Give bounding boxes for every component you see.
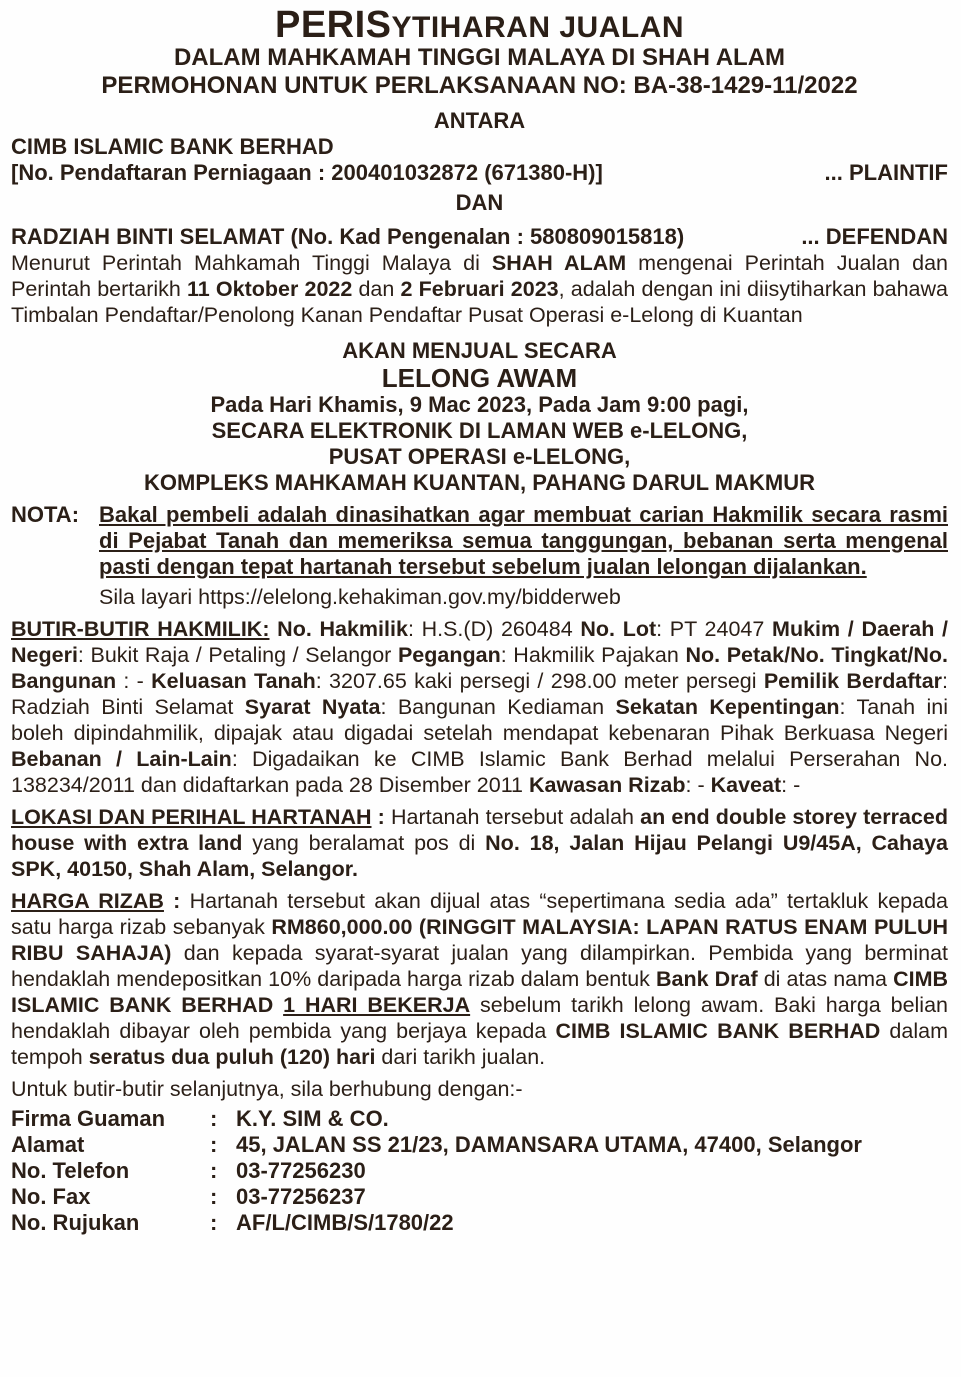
contact-intro: Untuk butir-butir selanjutnya, sila berhubung dengan:- xyxy=(11,1077,523,1101)
title-large-part: PERIS xyxy=(274,4,392,46)
contact-row xyxy=(11,1210,862,1236)
intro-paragraph: Menurut Perintah Mahkamah Tinggi Malaya di SHAH ALAM mengenai Perintah Jualan dan Perintah bertarikh 11 Oktober 2022 dan 2 Februari 2023, adalah dengan ini diisytiharkan bahawa Timbalan Pendaftar/Penolong Kanan Pendaftar Pusat Operasi e-Lelong di Kuantan xyxy=(11,251,948,327)
contact-label: Firma Guaman xyxy=(11,1106,166,1131)
application-number: PERMOHONAN UNTUK PERLAKSANAAN NO: BA-38-1429-11/2022 xyxy=(101,72,858,99)
plaintiff-reg-row xyxy=(11,160,948,186)
location-paragraph: LOKASI DAN PERIHAL HARTANAH : Hartanah tersebut adalah an end double storey terraced house with extra land yang beralamat pos di No. 18, Jalan Hijau Pelangi U9/45A, Cahaya SPK, 40150, Shah Alam, Selangor. xyxy=(11,805,949,881)
antara-label: ANTARA xyxy=(433,108,526,133)
title-rest: YTIHARAN JUALAN xyxy=(391,11,685,44)
nota-label: NOTA: xyxy=(11,502,80,527)
contact-value: 45, JALAN SS 21/23, DAMANSARA UTAMA, 47400, Selangor xyxy=(236,1132,862,1157)
contact-value: 03-77256237 xyxy=(236,1184,366,1209)
defendant-row xyxy=(11,224,948,250)
auction-line-1: AKAN MENJUAL SECARA xyxy=(342,338,617,363)
auction-venue: KOMPLEKS MAHKAMAH KUANTAN, PAHANG DARUL MAKMUR xyxy=(144,470,815,495)
contact-label: No. Telefon xyxy=(11,1158,130,1183)
dan-label: DAN xyxy=(455,190,504,215)
reserve-heading: HARGA RIZAB xyxy=(11,889,164,913)
contact-row xyxy=(11,1158,862,1184)
location-heading: LOKASI DAN PERIHAL HARTANAH xyxy=(11,805,372,829)
auction-block xyxy=(11,338,948,496)
contact-row xyxy=(11,1106,862,1132)
contact-separator: : xyxy=(210,1184,218,1209)
defendant-name: RADZIAH BINTI SELAMAT (No. Kad Pengenalan : 580809015818) xyxy=(11,224,685,249)
reserve-price-paragraph: HARGA RIZAB : Hartanah tersebut akan dijual atas “sepertimana sedia ada” tertakluk kepada satu harga rizab sebanyak RM860,000.00 (RINGGIT MALAYSIA: LAPAN RATUS ENAM PULUH RIBU SAHAJA) dan kepada syarat-syarat jualan yang dilampirkan. Pembida yang berminat hendaklah mendepositkan 10% daripada harga rizab dalam bentuk Bank Draf di atas nama CIMB ISLAMIC BANK BERHAD 1 HARI BEKERJA sebelum tarikh lelong awam. Baki harga belian hendaklah dibayar oleh pembida yang berjaya kepada CIMB ISLAMIC BANK BERHAD dalam tempoh seratus dua puluh (120) hari dari tarikh jualan. xyxy=(11,889,949,1069)
contact-row xyxy=(11,1132,862,1158)
plaintiff-role: ... PLAINTIF xyxy=(824,160,948,185)
auction-centre: PUSAT OPERASI e-LELONG, xyxy=(328,444,631,469)
nota-text: Bakal pembeli adalah dinasihatkan agar membuat carian Hakmilik secara rasmi di Pejabat Tanah dan memeriksa semua tanggungan, bebanan serta mengenal pasti dengan tepat hartanah tersebut sebelum jualan lelongan dijalankan. xyxy=(99,502,948,579)
contact-label: No. Fax xyxy=(11,1184,91,1209)
contact-table xyxy=(11,1106,862,1236)
auction-heading: LELONG AWAM xyxy=(381,363,578,393)
auction-date: Pada Hari Khamis, 9 Mac 2023, Pada Jam 9:00 pagi, xyxy=(210,392,749,417)
website-note: Sila layari https://elelong.kehakiman.gov.my/bidderweb xyxy=(99,585,621,609)
contact-row xyxy=(11,1184,862,1210)
contact-value: 03-77256230 xyxy=(236,1158,366,1183)
defendant-role: ... DEFENDAN xyxy=(801,224,948,249)
contact-label: Alamat xyxy=(11,1132,85,1157)
title-details-heading: BUTIR-BUTIR HAKMILIK: xyxy=(11,617,270,641)
contact-value: K.Y. SIM & CO. xyxy=(236,1106,389,1131)
document-title xyxy=(11,4,948,44)
contact-label: No. Rujukan xyxy=(11,1210,140,1235)
contact-separator: : xyxy=(210,1210,218,1235)
contact-separator: : xyxy=(210,1106,218,1131)
court-name: DALAM MAHKAMAH TINGGI MALAYA DI SHAH ALAM xyxy=(173,44,786,71)
auction-method: SECARA ELEKTRONIK DI LAMAN WEB e-LELONG, xyxy=(211,418,748,443)
contact-separator: : xyxy=(210,1132,218,1157)
contact-value: AF/L/CIMB/S/1780/22 xyxy=(236,1210,454,1235)
nota-block xyxy=(11,502,948,580)
title-details-paragraph: BUTIR-BUTIR HAKMILIK: No. Hakmilik: H.S.(D) 260484 No. Lot: PT 24047 Mukim / Daerah / Negeri: Bukit Raja / Petaling / Selangor Pegangan: Hakmilik Pajakan No. Petak/No. Tingkat/No. Bangunan : - Keluasan Tanah: 3207.65 kaki persegi / 298.00 meter persegi Pemilik Berdaftar: Radziah Binti Selamat Syarat Nyata: Bangunan Kediaman Sekatan Kepentingan: Tanah ini boleh dipindahmilik, dipajak atau digadai setelah mendapat kebenaran Pihak Berkuasa Negeri Bebanan / Lain-Lain: Digadaikan ke CIMB Islamic Bank Berhad melalui Perserahan No. 138234/2011 dan didaftarkan pada 28 Disember 2011 Kawasan Rizab: - Kaveat: - xyxy=(11,617,949,797)
contact-separator: : xyxy=(210,1158,218,1183)
plaintiff-name: CIMB ISLAMIC BANK BERHAD xyxy=(11,134,334,159)
plaintiff-registration: [No. Pendaftaran Perniagaan : 200401032872 (671380-H)] xyxy=(11,160,603,185)
